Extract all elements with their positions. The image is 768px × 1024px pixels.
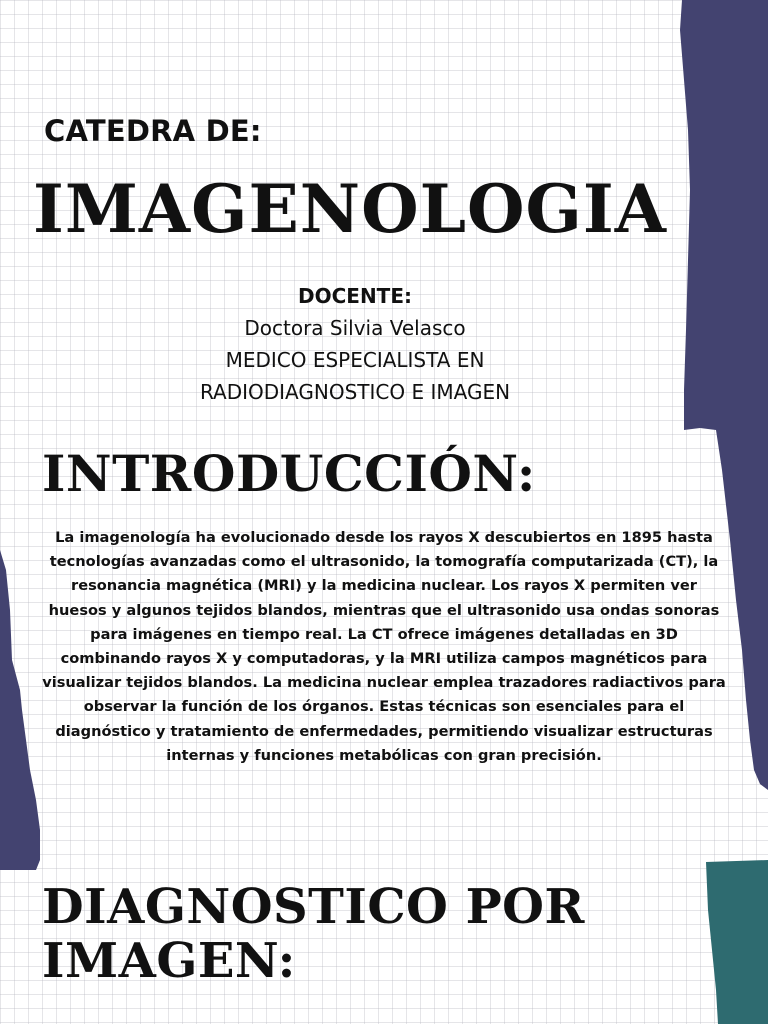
teacher-specialty-line2: RADIODIAGNOSTICO E IMAGEN (199, 380, 511, 404)
introduction-heading: INTRODUCCIÓN: (42, 444, 536, 503)
teacher-label: DOCENTE: (298, 284, 412, 308)
introduction-body: La imagenología ha evolucionado desde los rayos X descubiertos en 1895 hasta tecnologías avanzadas como el ultrasonido, la tomografía computarizada (CT), la resonancia magnética (MRI) y la medicina nuclear. Los rayos X permiten ver huesos y algunos tejidos blandos, mientras que el ultrasonido usa ondas sonoras para imágenes en tiempo real. La CT ofrece imágenes detalladas en 3D combinando rayos X y computadoras, y la MRI utiliza campos magnéticos para visualizar tejidos blandos. La medicina nuclear emplea trazadores radiactivos para observar la función de los órganos. Estas técnicas son esenciales para el diagnóstico y tratamiento de enfermedades, permitiendo visualizar estructuras internas y funciones metabólicas con gran precisión. (42, 529, 726, 764)
catedra-label: CATEDRA DE: (44, 114, 262, 148)
subject-title: IMAGENOLOGIA (33, 170, 667, 248)
teal-torn-shape (700, 860, 768, 1024)
teacher-name: Doctora Silvia Velasco (244, 316, 466, 340)
teacher-block (0, 280, 710, 408)
diagnostico-heading: DIAGNOSTICO POR IMAGEN: (42, 879, 585, 989)
teacher-specialty-line1: MEDICO ESPECIALISTA EN (225, 348, 485, 372)
